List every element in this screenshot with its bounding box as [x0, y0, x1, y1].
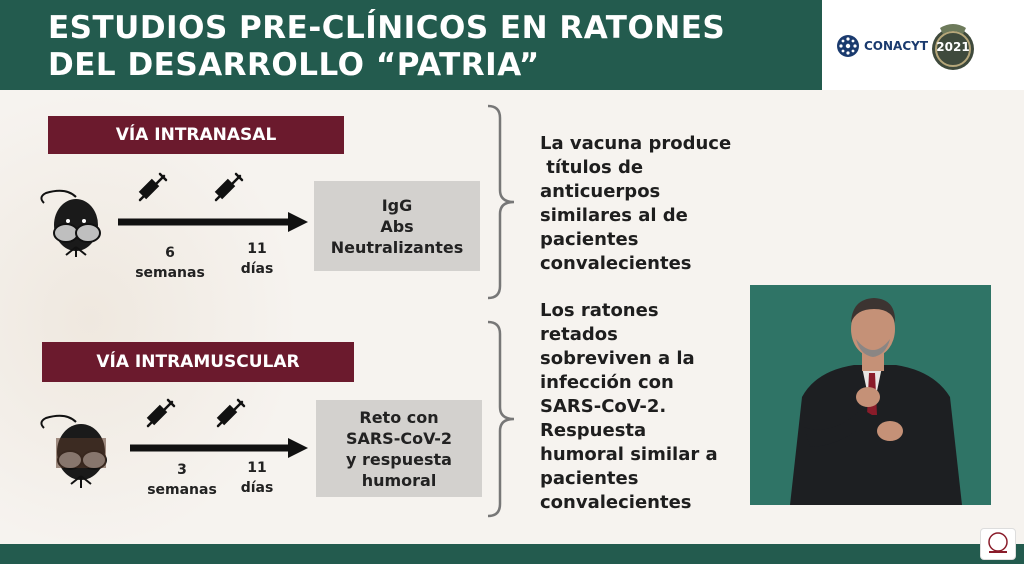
- gobierno-de-mexico-logo: [980, 528, 1016, 560]
- anniversary-seal: [930, 22, 976, 72]
- outcome-line: Neutralizantes: [330, 237, 464, 257]
- slide-title-line-2: DEL DESARROLLO “PATRIA”: [48, 47, 540, 83]
- syringe-icon: [214, 398, 246, 430]
- outcome-line: SARS-CoV-2: [345, 428, 453, 448]
- syringe-icon: [212, 172, 244, 204]
- timeline-arrow-intramuscular: [130, 438, 308, 458]
- result-line: anticuerpos: [540, 181, 661, 202]
- conacyt-label: CONACYT: [864, 39, 929, 53]
- syringe-icon: [136, 172, 168, 204]
- logo-panel: [822, 0, 1024, 90]
- interval-unit: días: [240, 261, 274, 277]
- interval-label-intranasal-1: [128, 243, 212, 283]
- outcome-line: Abs: [380, 216, 414, 236]
- result-line: convalecientes: [540, 253, 692, 274]
- outcome-box-intramuscular: [316, 400, 482, 497]
- mouse-icon: [36, 408, 126, 498]
- route-label-intramuscular: VÍA INTRAMUSCULAR: [42, 342, 354, 382]
- interpreter-video: [750, 285, 991, 505]
- outcome-line: humoral: [361, 470, 437, 490]
- slide-title-line-1: ESTUDIOS PRE-CLÍNICOS EN RATONES: [48, 10, 726, 46]
- conacyt-logo: [836, 34, 928, 58]
- interval-value: 11: [247, 460, 267, 476]
- result-line: retados: [540, 324, 618, 345]
- bracket-intramuscular: [486, 320, 526, 518]
- interval-label-intramuscular-2: [232, 458, 282, 498]
- result-line: pacientes: [540, 229, 639, 250]
- outcome-line: y respuesta: [346, 449, 452, 469]
- conacyt-icon: [836, 34, 860, 58]
- interval-value: 6: [165, 245, 175, 261]
- result-text-2: [540, 299, 760, 515]
- bracket-intranasal: [486, 104, 526, 300]
- interval-unit: semanas: [135, 265, 205, 281]
- result-line: Respuesta: [540, 420, 647, 441]
- result-line: humoral similar a: [540, 444, 718, 465]
- route-label-intranasal: VÍA INTRANASAL: [48, 116, 344, 154]
- interval-label-intranasal-2: [232, 239, 282, 279]
- result-line: infección con: [540, 372, 674, 393]
- timeline-arrow-intranasal: [118, 212, 308, 232]
- footer-bar: [0, 544, 1024, 564]
- outcome-line: Reto con: [359, 407, 439, 427]
- interpreter-figure: [750, 285, 991, 505]
- result-line: pacientes: [540, 468, 639, 489]
- seal-year: 2021: [936, 40, 970, 54]
- interval-value: 11: [247, 241, 267, 257]
- result-line: Los ratones: [540, 300, 659, 321]
- result-line: La vacuna produce: [540, 133, 732, 154]
- interval-label-intramuscular-1: [140, 460, 224, 500]
- result-line: SARS-CoV-2.: [540, 396, 667, 417]
- outcome-box-intranasal: [314, 181, 480, 271]
- government-seal-icon: [981, 529, 1015, 559]
- result-text-1: [540, 132, 760, 276]
- title-bar: [0, 0, 822, 90]
- slide-title: [48, 10, 725, 84]
- interval-unit: días: [240, 480, 274, 496]
- result-line: títulos de: [540, 157, 644, 178]
- result-line: convalecientes: [540, 492, 692, 513]
- result-line: sobreviven a la: [540, 348, 695, 369]
- interval-unit: semanas: [147, 482, 217, 498]
- mouse-icon: [36, 185, 116, 267]
- result-line: similares al de: [540, 205, 688, 226]
- outcome-line: IgG: [381, 195, 413, 215]
- syringe-icon: [144, 398, 176, 430]
- interval-value: 3: [177, 462, 187, 478]
